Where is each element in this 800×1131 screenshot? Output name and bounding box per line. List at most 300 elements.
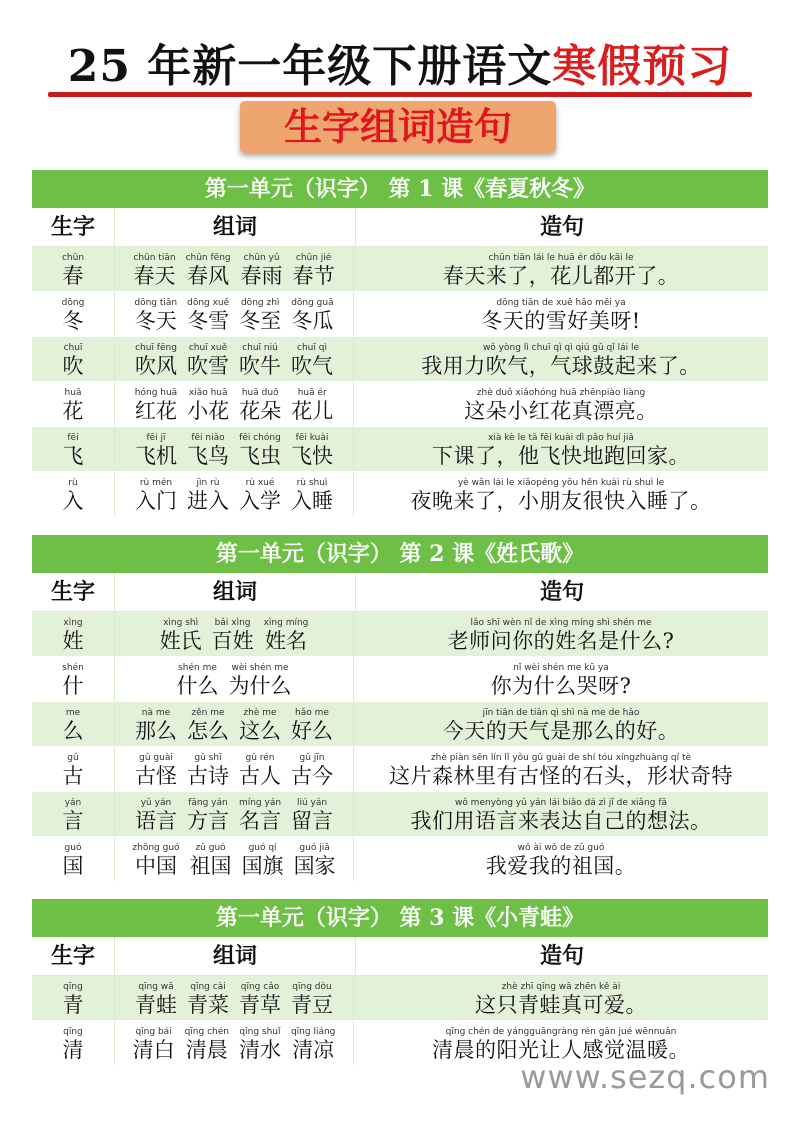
- sentence: [432, 433, 690, 469]
- word-hanzi: 姓氏: [159, 629, 202, 653]
- sentence-cell: [354, 976, 768, 1020]
- word-hanzi: 冬至: [239, 309, 282, 333]
- char-cell: [32, 612, 114, 656]
- char-pinyin: huā: [64, 388, 82, 398]
- word-hanzi: 飞快: [291, 444, 333, 468]
- word-item: [135, 982, 177, 1018]
- sentence-hanzi: 我们用语言来表达自己的想法。: [410, 809, 712, 833]
- word-pinyin: guó qí: [248, 843, 277, 853]
- page-title: 25 年新一年级下册语文寒假预习: [67, 41, 733, 92]
- char-pinyin: qīng: [63, 1027, 83, 1037]
- lesson-title: 第一单元（识字） 第 3 课《小青蛙》: [32, 899, 768, 937]
- word-item: [187, 708, 229, 744]
- word-hanzi: 花朵: [239, 399, 282, 423]
- word-hanzi: 飞鸟: [187, 444, 229, 468]
- word-pinyin: qīng wā: [138, 982, 174, 992]
- word-item: [187, 343, 229, 379]
- char-cell: [32, 382, 114, 426]
- char-cell: [32, 657, 114, 701]
- words-cell: [114, 657, 354, 701]
- table-row: [32, 247, 768, 292]
- word-pinyin: fēi jī: [146, 433, 166, 443]
- lesson-section: [32, 170, 768, 517]
- word-item: [135, 753, 177, 789]
- word-item: [293, 253, 335, 289]
- sentence-pinyin: zhè piàn sēn lín lǐ yǒu gǔ guài de shí tóu xíngzhuàng qí tè: [430, 753, 692, 763]
- word-pinyin: chuī xuě: [188, 343, 228, 353]
- table-row: [32, 612, 768, 657]
- word-hanzi: 吹气: [291, 354, 333, 378]
- sentence-cell: [354, 382, 768, 426]
- sentence-cell: [354, 702, 768, 746]
- sentence-cell: [354, 427, 768, 471]
- words-cell: [114, 292, 354, 336]
- word-pinyin: yǔ yán: [140, 798, 172, 808]
- word-pinyin: rù xué: [245, 478, 275, 488]
- word-pinyin: chūn tiān: [133, 253, 176, 263]
- word-pinyin: dōng zhì: [240, 298, 280, 308]
- char-cell: [32, 337, 114, 381]
- word-pinyin: gǔ rén: [245, 753, 275, 763]
- lesson-section: [32, 535, 768, 882]
- header-words: 组词: [114, 937, 356, 975]
- char-hanzi: 入: [62, 489, 84, 513]
- word-hanzi: 飞虫: [239, 444, 281, 468]
- sentence-hanzi: 老师问你的姓名是什么?: [447, 629, 675, 653]
- word-hanzi: 怎么: [187, 719, 229, 743]
- word-item: [239, 343, 281, 379]
- sentence: [421, 343, 701, 379]
- word-item: [291, 1027, 335, 1063]
- char-hanzi: 国: [62, 854, 84, 878]
- header-char: 生字: [50, 579, 95, 605]
- word-pinyin: zěn me: [191, 708, 225, 718]
- word-pinyin: xìng shì: [163, 618, 199, 628]
- table-header: [32, 937, 768, 976]
- sentence-pinyin: xià kè le tā fēi kuài dì pǎo huí jiā: [488, 433, 634, 443]
- word-item: [133, 1027, 175, 1063]
- table-row: [32, 337, 768, 382]
- char-pinyin: dōng: [61, 298, 85, 308]
- word-item: [135, 708, 177, 744]
- sentence-pinyin: nǐ wèi shén me kū ya: [513, 663, 609, 673]
- char-cell: [32, 837, 114, 881]
- word-hanzi: 进入: [187, 489, 229, 513]
- word-hanzi: 祖国: [189, 854, 232, 878]
- char-cell: [32, 472, 114, 516]
- word-item: [160, 618, 202, 654]
- word-pinyin: chūn jié: [295, 253, 332, 263]
- char-cell: [32, 976, 114, 1020]
- word-item: [177, 663, 219, 699]
- sentence: [481, 298, 640, 334]
- word-pinyin: zǔ guó: [195, 843, 226, 853]
- word-hanzi: 春天: [133, 264, 176, 288]
- table-row: [32, 702, 768, 747]
- word-item: [239, 478, 281, 514]
- word-pinyin: qīng dòu: [292, 982, 332, 992]
- word-hanzi: 清白: [132, 1038, 175, 1062]
- word-pinyin: fēi niǎo: [191, 433, 225, 443]
- word-item: [291, 343, 333, 379]
- word-item: [239, 753, 281, 789]
- word-pinyin: gǔ shī: [194, 753, 222, 763]
- table-row: [32, 472, 768, 517]
- word-item: [133, 253, 175, 289]
- word-pinyin: míng yán: [238, 798, 282, 808]
- word-item: [135, 388, 177, 424]
- sentence-cell: [354, 792, 768, 836]
- word-hanzi: 方言: [186, 809, 229, 833]
- words-cell: [114, 702, 354, 746]
- word-hanzi: 青菜: [187, 993, 229, 1017]
- word-item: [187, 478, 229, 514]
- char-pinyin: qīng: [63, 982, 83, 992]
- sentence-pinyin: jīn tiān de tiān qì shì nà me de hǎo: [482, 708, 640, 718]
- word-hanzi: 红花: [134, 399, 177, 423]
- char-cell: [32, 747, 114, 791]
- word-pinyin: shén me: [178, 663, 217, 673]
- table-row: [32, 837, 768, 882]
- char-pinyin: yán: [64, 798, 82, 808]
- sentence-pinyin: qīng chén de yángguāngràng rén gǎn jué wēnnuǎn: [445, 1027, 677, 1037]
- word-hanzi: 古怪: [135, 764, 177, 788]
- word-item: [242, 843, 284, 879]
- word-hanzi: 留言: [291, 809, 334, 833]
- word-pinyin: qīng shuǐ: [239, 1027, 281, 1037]
- word-item: [264, 618, 309, 654]
- word-pinyin: qīng bái: [135, 1027, 172, 1037]
- word-hanzi: 花儿: [291, 399, 334, 423]
- word-pinyin: qīng cǎo: [240, 982, 280, 992]
- word-hanzi: 清凉: [292, 1038, 335, 1062]
- char-pinyin: shén: [62, 663, 84, 673]
- word-pinyin: xiǎo huā: [188, 388, 228, 398]
- word-item: [187, 982, 229, 1018]
- table-row: [32, 292, 768, 337]
- sentence: [448, 618, 675, 654]
- word-item: [187, 433, 229, 469]
- word-pinyin: chūn fēng: [185, 253, 231, 263]
- words-cell: [114, 612, 354, 656]
- word-hanzi: 名言: [239, 809, 281, 833]
- sentence-hanzi: 冬天的雪好美呀!: [481, 309, 641, 333]
- char-pinyin: chūn: [61, 253, 85, 263]
- char-pinyin: me: [65, 708, 81, 718]
- word-hanzi: 春雨: [240, 264, 283, 288]
- word-hanzi: 那么: [135, 719, 177, 743]
- sentence-pinyin: dōng tiān de xuě hǎo měi ya: [496, 298, 626, 308]
- word-item: [187, 753, 229, 789]
- word-hanzi: 为什么: [228, 674, 292, 698]
- word-hanzi: 清晨: [185, 1038, 228, 1062]
- char-cell: [32, 702, 114, 746]
- word-pinyin: wèi shén me: [231, 663, 289, 673]
- sentence-hanzi: 这片森林里有古怪的石头，形状奇特: [389, 764, 733, 788]
- words-cell: [114, 337, 354, 381]
- char-pinyin: guó: [64, 843, 82, 853]
- char-hanzi: 春: [62, 264, 84, 288]
- char-cell: [32, 247, 114, 291]
- char-hanzi: 什: [62, 674, 84, 698]
- header-words: 组词: [114, 573, 356, 611]
- word-pinyin: zhè me: [243, 708, 277, 718]
- word-pinyin: hǎo me: [295, 708, 329, 718]
- sentence: [411, 798, 712, 834]
- word-hanzi: 入睡: [291, 489, 333, 513]
- sentence-cell: [354, 247, 768, 291]
- word-pinyin: chuī fēng: [135, 343, 177, 353]
- subtitle-banner: 生字组词造句: [240, 101, 556, 153]
- header-sentence: 造句: [539, 214, 584, 240]
- word-item: [135, 343, 177, 379]
- word-hanzi: 青豆: [291, 993, 333, 1017]
- word-pinyin: guó jiā: [299, 843, 330, 853]
- sentence-cell: [354, 292, 768, 336]
- word-hanzi: 春节: [292, 264, 335, 288]
- word-pinyin: fēi kuài: [295, 433, 329, 443]
- word-hanzi: 古人: [239, 764, 281, 788]
- word-hanzi: 吹雪: [187, 354, 229, 378]
- word-item: [185, 1027, 229, 1063]
- sentence: [443, 253, 680, 289]
- word-item: [239, 388, 281, 424]
- table-row: [32, 382, 768, 427]
- word-item: [135, 798, 177, 834]
- table-header: [32, 208, 768, 247]
- sentence: [486, 843, 637, 879]
- word-pinyin: jìn rù: [196, 478, 220, 488]
- sentence-hanzi: 春天来了，花儿都开了。: [442, 264, 680, 288]
- sentence-pinyin: chūn tiān lái le huā ér dōu kāi le: [488, 253, 634, 263]
- sentence: [443, 708, 680, 744]
- char-hanzi: 飞: [62, 444, 84, 468]
- word-pinyin: bǎi xìng: [214, 618, 251, 628]
- word-pinyin: chuī qì: [297, 343, 327, 353]
- word-item: [291, 798, 333, 834]
- word-item: [187, 298, 229, 334]
- word-hanzi: 姓名: [264, 629, 307, 653]
- sentence-hanzi: 这朵小红花真漂亮。: [464, 399, 658, 423]
- sentence-pinyin: zhè zhī qīng wā zhēn kě ài: [501, 982, 621, 992]
- sentence: [411, 478, 712, 514]
- watermark: www.sezq.com: [520, 1058, 770, 1096]
- word-item: [241, 253, 283, 289]
- word-hanzi: 吹风: [135, 354, 177, 378]
- char-pinyin: xìng: [63, 618, 83, 628]
- sentence-pinyin: zhè duǒ xiǎohóng huā zhēnpiào liàng: [476, 388, 646, 398]
- sentence: [475, 982, 647, 1018]
- word-item: [291, 478, 333, 514]
- word-item: [239, 298, 281, 334]
- char-hanzi: 青: [62, 993, 84, 1017]
- word-hanzi: 入门: [135, 489, 177, 513]
- char-hanzi: 言: [62, 809, 84, 833]
- sentence-hanzi: 这只青蛙真可爱。: [475, 993, 647, 1017]
- word-item: [239, 433, 281, 469]
- sentence-hanzi: 我用力吹气，气球鼓起来了。: [421, 354, 701, 378]
- word-hanzi: 小花: [187, 399, 230, 423]
- table-row: [32, 976, 768, 1021]
- char-pinyin: fēi: [67, 433, 79, 443]
- word-item: [239, 708, 281, 744]
- words-cell: [114, 747, 354, 791]
- char-cell: [32, 427, 114, 471]
- words-cell: [114, 1021, 354, 1065]
- sentence-pinyin: yè wǎn lái le xiǎopéng yǒu hěn kuài rù shuì le: [457, 478, 665, 488]
- sentence-cell: [354, 657, 768, 701]
- word-pinyin: chūn yǔ: [243, 253, 280, 263]
- word-pinyin: fāng yán: [188, 798, 228, 808]
- char-hanzi: 姓: [62, 629, 84, 653]
- word-item: [239, 982, 281, 1018]
- words-cell: [114, 382, 354, 426]
- char-hanzi: 古: [62, 764, 84, 788]
- word-item: [190, 843, 232, 879]
- word-item: [239, 1027, 281, 1063]
- word-pinyin: qīng cài: [190, 982, 226, 992]
- word-hanzi: 什么: [176, 674, 219, 698]
- header-words: 组词: [114, 208, 356, 246]
- words-cell: [114, 472, 354, 516]
- table-row: [32, 747, 768, 792]
- word-pinyin: huā ér: [297, 388, 327, 398]
- header-char: 生字: [50, 214, 95, 240]
- word-pinyin: chuī niú: [242, 343, 278, 353]
- char-cell: [32, 292, 114, 336]
- table-row: [32, 427, 768, 472]
- word-item: [294, 843, 336, 879]
- word-pinyin: hóng huā: [134, 388, 178, 398]
- word-pinyin: qīng chén: [184, 1027, 229, 1037]
- word-hanzi: 百姓: [211, 629, 254, 653]
- char-cell: [32, 792, 114, 836]
- word-item: [187, 388, 229, 424]
- word-pinyin: rù shuì: [296, 478, 328, 488]
- word-item: [135, 478, 177, 514]
- word-hanzi: 古今: [291, 764, 333, 788]
- words-cell: [114, 976, 354, 1020]
- word-hanzi: 青蛙: [135, 993, 177, 1017]
- word-hanzi: 好么: [291, 719, 333, 743]
- title-underline: [48, 92, 752, 97]
- char-hanzi: 么: [62, 719, 84, 743]
- word-hanzi: 这么: [239, 719, 281, 743]
- sentence-pinyin: wǒ menyòng yǔ yán lái biǎo dá zì jǐ de xiǎng fǎ: [454, 798, 668, 808]
- word-item: [291, 388, 333, 424]
- char-hanzi: 清: [62, 1038, 84, 1062]
- table-header: [32, 573, 768, 612]
- lesson-title: 第一单元（识字） 第 2 课《姓氏歌》: [32, 535, 768, 573]
- word-pinyin: dōng tiān: [134, 298, 178, 308]
- word-item: [186, 253, 231, 289]
- words-cell: [114, 792, 354, 836]
- sentence-pinyin: lǎo shī wèn nǐ de xìng míng shì shén me: [470, 618, 652, 628]
- word-hanzi: 春风: [187, 264, 230, 288]
- sentence-hanzi: 今天的天气是那么的好。: [442, 719, 680, 743]
- word-hanzi: 飞机: [135, 444, 177, 468]
- char-pinyin: chuī: [63, 343, 83, 353]
- word-item: [132, 843, 179, 879]
- word-item: [291, 433, 333, 469]
- word-hanzi: 冬天: [134, 309, 177, 333]
- sentence-hanzi: 下课了，他飞快地跑回家。: [432, 444, 690, 468]
- word-hanzi: 青草: [239, 993, 281, 1017]
- char-hanzi: 冬: [62, 309, 84, 333]
- word-item: [291, 298, 333, 334]
- sentence-pinyin: wǒ yòng lì chuī qì qì qiú gǔ qǐ lái le: [482, 343, 640, 353]
- header-sentence: 造句: [539, 943, 584, 969]
- word-pinyin: liú yán: [296, 798, 328, 808]
- word-pinyin: nà me: [141, 708, 171, 718]
- word-hanzi: 吹牛: [239, 354, 281, 378]
- char-hanzi: 吹: [62, 354, 84, 378]
- word-item: [187, 798, 229, 834]
- sentence-hanzi: 我爱我的祖国。: [485, 854, 637, 878]
- word-pinyin: gǔ jīn: [299, 753, 325, 763]
- word-hanzi: 古诗: [187, 764, 229, 788]
- word-item: [291, 753, 333, 789]
- sentence-cell: [354, 747, 768, 791]
- sentence-hanzi: 清晨的阳光让人感觉温暖。: [432, 1038, 690, 1062]
- word-pinyin: rù mén: [139, 478, 173, 488]
- word-hanzi: 国旗: [241, 854, 284, 878]
- char-hanzi: 花: [62, 399, 84, 423]
- word-hanzi: 入学: [239, 489, 281, 513]
- sentence-cell: [354, 612, 768, 656]
- word-item: [135, 433, 177, 469]
- word-item: [229, 663, 292, 699]
- char-pinyin: rù: [68, 478, 78, 488]
- words-cell: [114, 247, 354, 291]
- sentence: [491, 663, 632, 699]
- word-hanzi: 冬雪: [187, 309, 230, 333]
- sentence-hanzi: 夜晚来了，小朋友很快入睡了。: [410, 489, 712, 513]
- char-cell: [32, 1021, 114, 1065]
- word-item: [134, 298, 177, 334]
- word-hanzi: 语言: [134, 809, 177, 833]
- word-hanzi: 国家: [293, 854, 336, 878]
- header-sentence: 造句: [539, 579, 584, 605]
- sentence-pinyin: wǒ ài wǒ de zǔ guó: [517, 843, 605, 853]
- table-row: [32, 792, 768, 837]
- word-pinyin: dōng guā: [291, 298, 334, 308]
- word-item: [291, 982, 333, 1018]
- word-item: [239, 798, 281, 834]
- word-pinyin: xìng míng: [263, 618, 309, 628]
- table-row: [32, 657, 768, 702]
- word-pinyin: huā duǒ: [241, 388, 279, 398]
- word-pinyin: qīng liáng: [290, 1027, 336, 1037]
- sentence-cell: [354, 472, 768, 516]
- sentence: [464, 388, 658, 424]
- word-hanzi: 中国: [134, 854, 177, 878]
- sentence: [389, 753, 733, 789]
- lesson-title: 第一单元（识字） 第 1 课《春夏秋冬》: [32, 170, 768, 208]
- header-char: 生字: [50, 943, 95, 969]
- word-item: [212, 618, 254, 654]
- word-pinyin: gǔ guài: [139, 753, 173, 763]
- words-cell: [114, 837, 354, 881]
- word-pinyin: dōng xuě: [187, 298, 230, 308]
- word-hanzi: 冬瓜: [291, 309, 334, 333]
- word-hanzi: 清水: [238, 1038, 281, 1062]
- sentence-hanzi: 你为什么哭呀?: [490, 674, 632, 698]
- words-cell: [114, 427, 354, 471]
- sentence-cell: [354, 837, 768, 881]
- word-item: [291, 708, 333, 744]
- word-pinyin: fēi chóng: [239, 433, 281, 443]
